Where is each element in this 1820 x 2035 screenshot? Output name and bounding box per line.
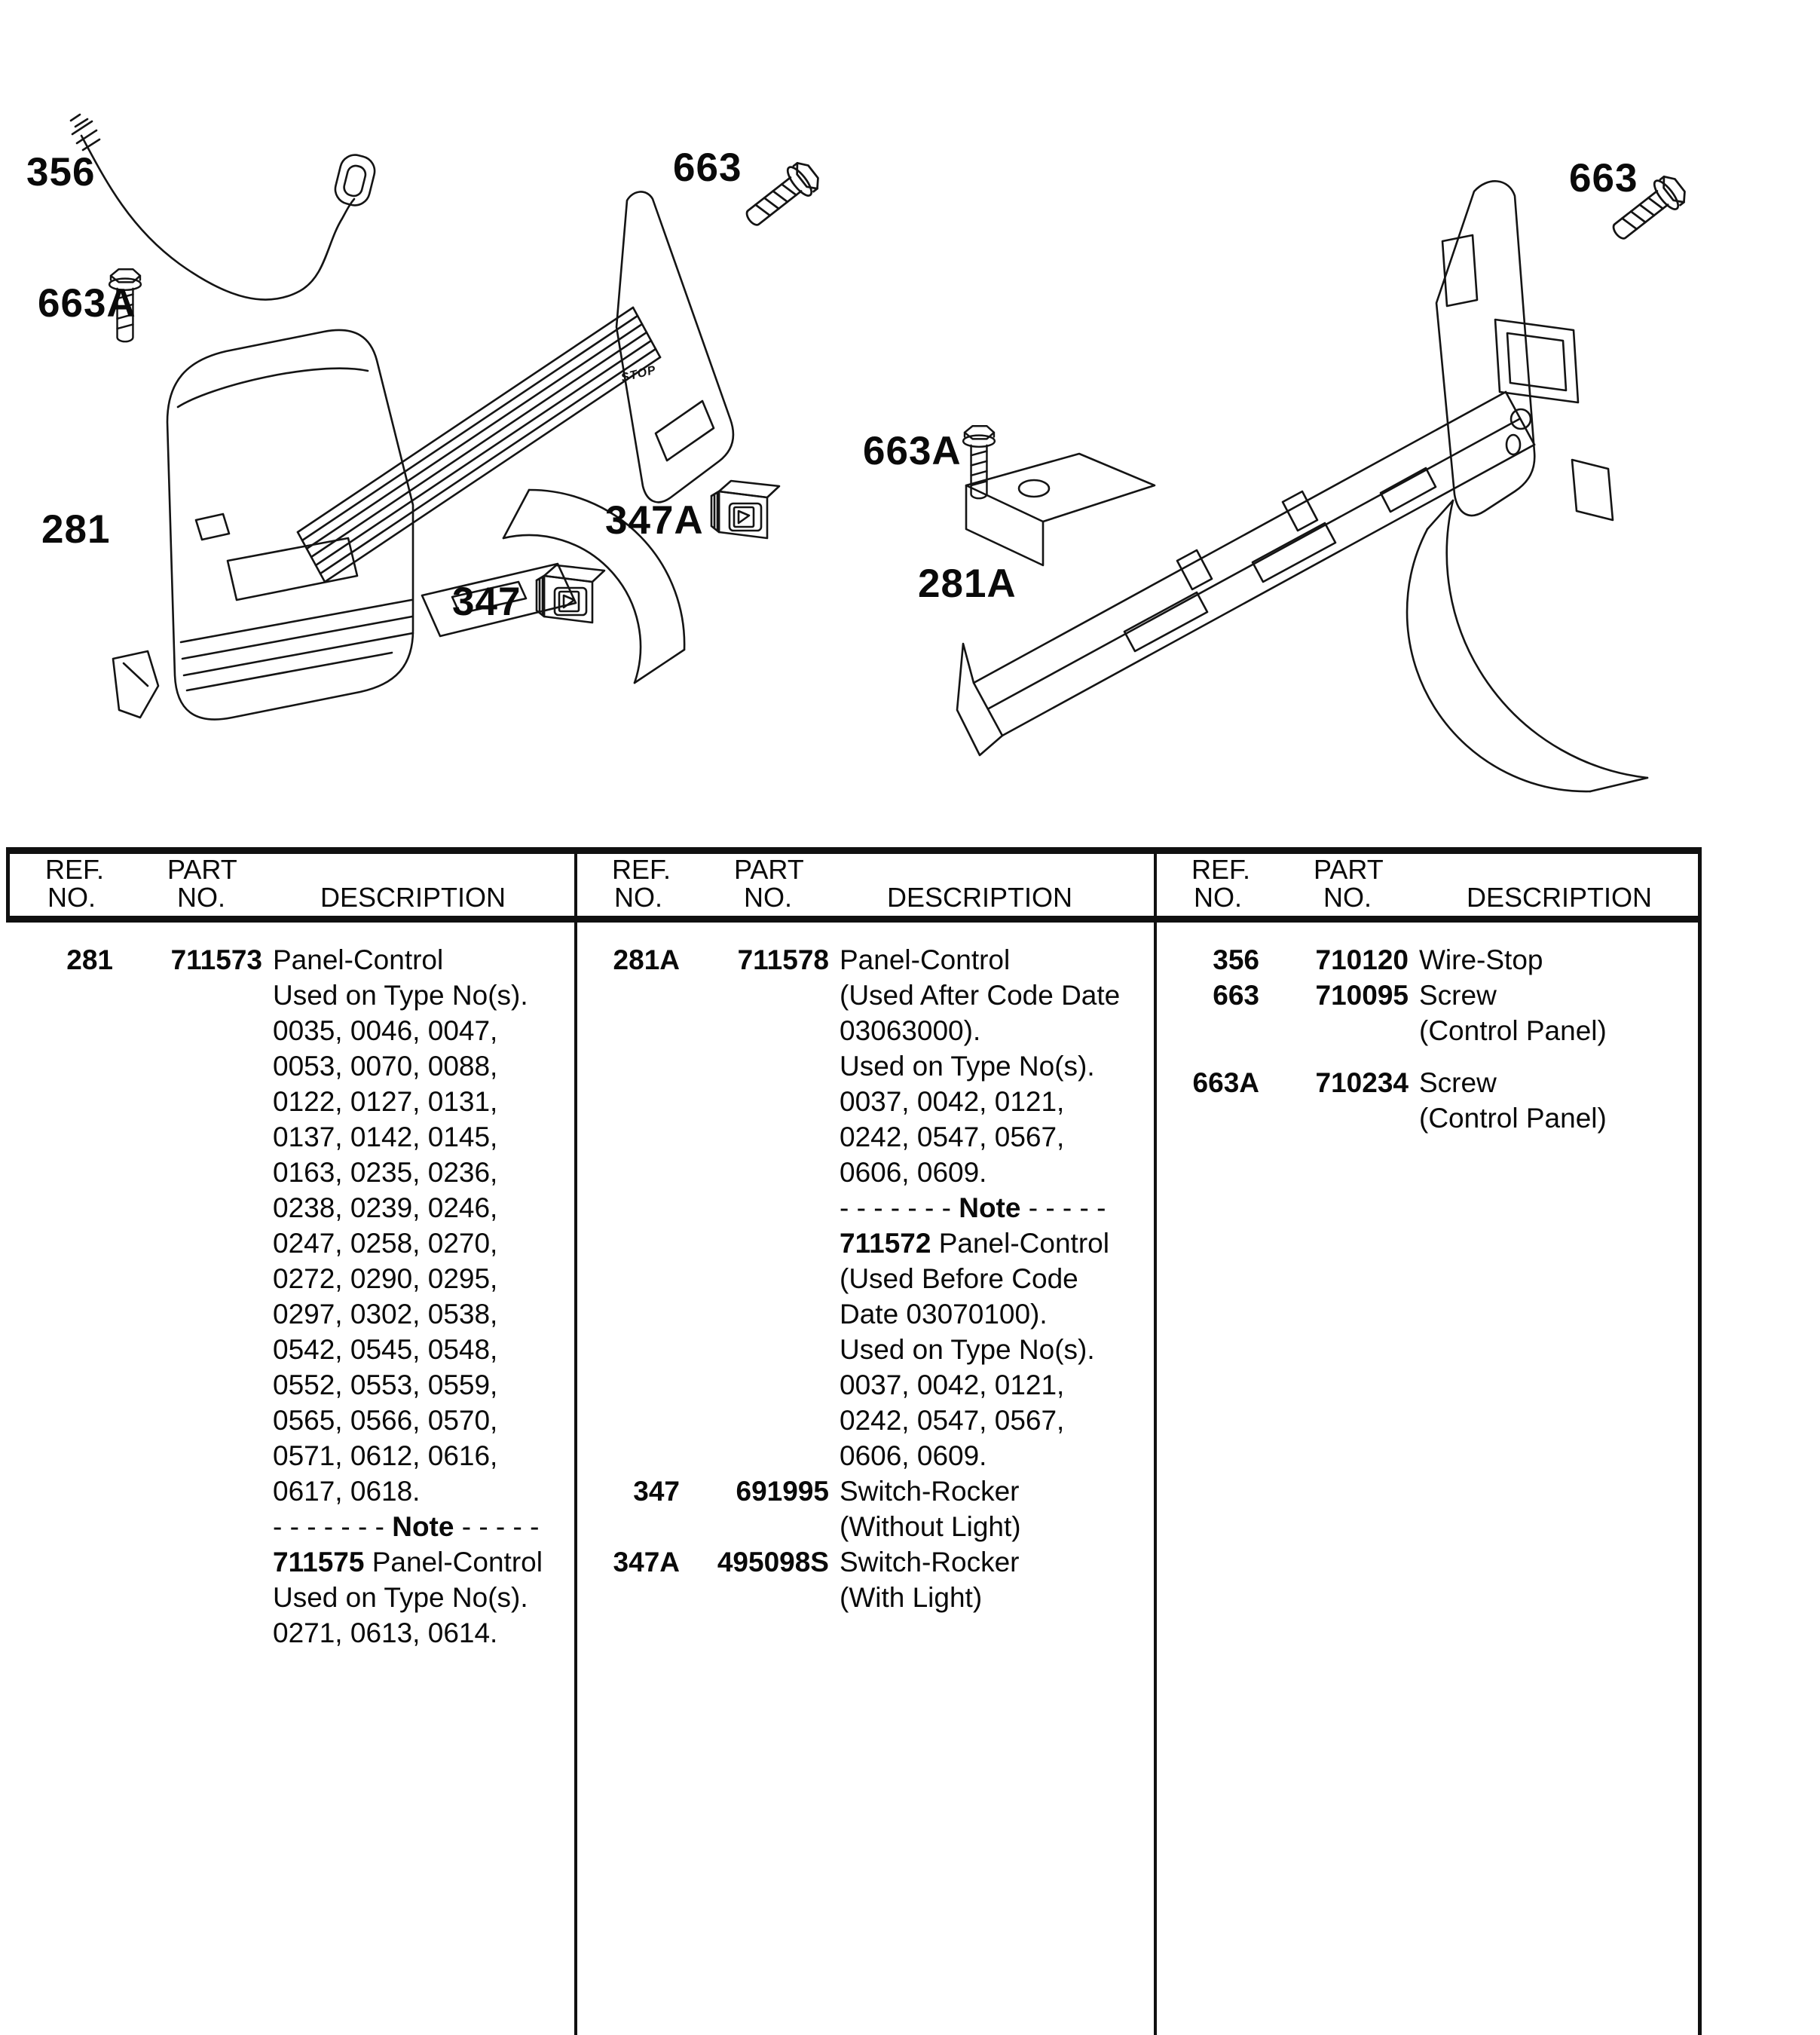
- description-line: 0242, 0547, 0567,: [840, 1405, 1065, 1436]
- ref-no-cell: 281: [66, 944, 113, 975]
- description-line: 0035, 0046, 0047,: [273, 1015, 498, 1046]
- table-column-divider-2: [1154, 847, 1157, 2035]
- description-line: 0571, 0612, 0616,: [273, 1440, 498, 1471]
- rocker-switch-347a-icon: [711, 481, 779, 538]
- part-no-cell: 710234: [1315, 1067, 1409, 1098]
- description-line: 0271, 0613, 0614.: [273, 1617, 498, 1648]
- ref-no-cell: 356: [1213, 944, 1259, 975]
- description-line: Panel-Control: [273, 944, 444, 975]
- header-description: DESCRIPTION: [320, 882, 506, 913]
- description-line: 0247, 0258, 0270,: [273, 1228, 498, 1259]
- control-panel-281a-drawing: [957, 181, 1647, 791]
- description-line: (With Light): [840, 1582, 983, 1613]
- description-line: Switch-Rocker: [840, 1476, 1020, 1507]
- description-line: 711572 Panel-Control: [840, 1228, 1109, 1259]
- description-line: - - - - - - - Note - - - - -: [840, 1192, 1106, 1223]
- header-part-no: NO.: [744, 882, 793, 913]
- ref-no-cell: 281A: [613, 944, 680, 975]
- part-no-cell: 495098S: [717, 1547, 829, 1578]
- header-ref-no: NO.: [47, 882, 96, 913]
- part-label-347a: 347A: [605, 498, 704, 543]
- table-top-border: [6, 847, 1702, 854]
- header-description: DESCRIPTION: [1467, 882, 1653, 913]
- description-line: 0053, 0070, 0088,: [273, 1051, 498, 1082]
- description-line: - - - - - - - Note - - - - -: [273, 1511, 540, 1542]
- header-ref: REF.: [1191, 854, 1251, 885]
- part-label-356: 356: [26, 150, 96, 194]
- description-line: 03063000).: [840, 1015, 981, 1046]
- description-line: Date 03070100).: [840, 1299, 1048, 1330]
- description-line: 0242, 0547, 0567,: [840, 1122, 1065, 1152]
- header-ref-no: NO.: [1194, 882, 1243, 913]
- part-no-cell: 710095: [1315, 980, 1409, 1011]
- diagram-line-art: [0, 0, 1820, 844]
- table-column-divider-1: [574, 847, 577, 2035]
- description-line: (Control Panel): [1419, 1103, 1607, 1134]
- part-label-663a-left: 663A: [38, 281, 136, 326]
- part-no-cell: 691995: [736, 1476, 829, 1507]
- description-line: 0122, 0127, 0131,: [273, 1086, 498, 1117]
- part-label-347: 347: [452, 580, 522, 624]
- description-line: 0565, 0566, 0570,: [273, 1405, 498, 1436]
- description-line: Used on Type No(s).: [273, 980, 528, 1011]
- part-label-281a: 281A: [918, 562, 1017, 606]
- description-line: 0606, 0609.: [840, 1157, 987, 1188]
- description-line: 0137, 0142, 0145,: [273, 1122, 498, 1152]
- description-line: Switch-Rocker: [840, 1547, 1020, 1578]
- rocker-switch-347-icon: [537, 565, 604, 623]
- part-label-663-left: 663: [673, 145, 742, 190]
- description-line: Used on Type No(s).: [273, 1582, 528, 1613]
- description-line: (Used After Code Date: [840, 980, 1121, 1011]
- description-line: 0617, 0618.: [273, 1476, 421, 1507]
- part-no-cell: 710120: [1315, 944, 1409, 975]
- header-part-no: NO.: [1323, 882, 1372, 913]
- header-description: DESCRIPTION: [887, 882, 1073, 913]
- part-no-cell: 711578: [737, 944, 829, 975]
- part-label-663a-right: 663A: [863, 429, 962, 473]
- header-part: PART: [734, 854, 804, 885]
- ref-no-cell: 347A: [613, 1547, 680, 1578]
- screw-663-left-icon: [739, 158, 824, 234]
- table-left-border: [6, 847, 10, 923]
- description-line: 0542, 0545, 0548,: [273, 1334, 498, 1365]
- header-part: PART: [167, 854, 237, 885]
- header-part: PART: [1314, 854, 1384, 885]
- part-label-281: 281: [41, 507, 111, 552]
- description-line: (Control Panel): [1419, 1015, 1607, 1046]
- header-ref: REF.: [45, 854, 105, 885]
- description-line: Panel-Control: [840, 944, 1011, 975]
- description-line: 0037, 0042, 0121,: [840, 1086, 1065, 1117]
- description-line: 0238, 0239, 0246,: [273, 1192, 498, 1223]
- table-header-underline: [6, 916, 1702, 923]
- header-part-no: NO.: [177, 882, 226, 913]
- ref-no-cell: 347: [633, 1476, 680, 1507]
- description-line: 711575 Panel-Control: [273, 1547, 543, 1578]
- description-line: Used on Type No(s).: [840, 1334, 1095, 1365]
- description-line: 0552, 0553, 0559,: [273, 1369, 498, 1400]
- description-line: 0163, 0235, 0236,: [273, 1157, 498, 1188]
- description-line: 0606, 0609.: [840, 1440, 987, 1471]
- stop-text: STOP: [619, 363, 658, 385]
- description-line: 0037, 0042, 0121,: [840, 1369, 1065, 1400]
- description-line: (Used Before Code: [840, 1263, 1078, 1294]
- description-line: 0272, 0290, 0295,: [273, 1263, 498, 1294]
- description-line: Screw: [1419, 980, 1497, 1011]
- part-label-663-right: 663: [1569, 156, 1638, 200]
- ref-no-cell: 663A: [1192, 1067, 1259, 1098]
- description-line: Used on Type No(s).: [840, 1051, 1095, 1082]
- screw-663a-right-icon: [963, 426, 995, 498]
- part-no-cell: 711573: [170, 944, 262, 975]
- description-line: 0297, 0302, 0538,: [273, 1299, 498, 1330]
- control-panel-281-drawing: [113, 191, 733, 719]
- header-ref: REF.: [612, 854, 671, 885]
- description-line: Screw: [1419, 1067, 1497, 1098]
- description-line: (Without Light): [840, 1511, 1021, 1542]
- description-line: Wire-Stop: [1419, 944, 1543, 975]
- ref-no-cell: 663: [1213, 980, 1259, 1011]
- header-ref-no: NO.: [614, 882, 663, 913]
